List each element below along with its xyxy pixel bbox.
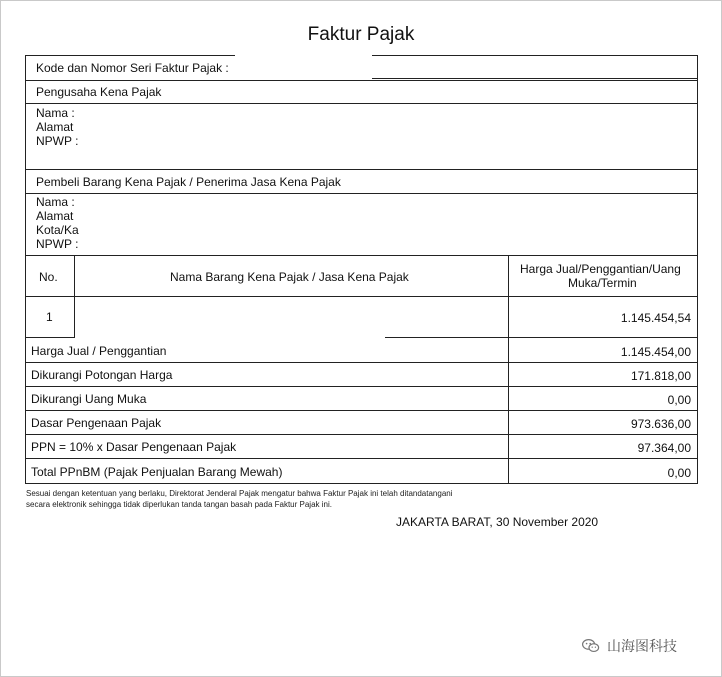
col-price-header-line2: Muka/Termin — [568, 276, 637, 290]
serial-top-line-left — [25, 55, 235, 56]
serial-underline — [372, 78, 698, 79]
total-value-harga-jual: 1.145.454,00 — [620, 345, 691, 359]
total-value-ppn: 97.364,00 — [637, 441, 691, 455]
watermark — [581, 636, 677, 656]
serial-top-line-right — [372, 55, 698, 56]
totals-line-5 — [25, 458, 698, 459]
total-label-uang-muka: Dikurangi Uang Muka — [31, 392, 147, 406]
signature-note-line2: secara elektronik sehingga tidak diperlukan tanda tangan basah pada Faktur Pajak ini. — [26, 500, 332, 509]
buyer-npwp-label: NPWP : — [36, 237, 79, 251]
seller-details-box — [25, 103, 698, 170]
totals-line-3 — [25, 410, 698, 411]
buyer-address-label: Alamat — [36, 209, 74, 223]
total-value-uang-muka: 0,00 — [667, 393, 691, 407]
total-value-ppnbm: 0,00 — [667, 466, 691, 480]
totals-line-4 — [25, 434, 698, 435]
total-value-dpp: 973.636,00 — [630, 417, 691, 431]
item-row-no: 1 — [46, 310, 53, 324]
totals-value-divider — [508, 338, 509, 484]
total-label-ppn: PPN = 10% x Dasar Pengenaan Pajak — [31, 440, 237, 454]
col-name-header: Nama Barang Kena Pajak / Jasa Kena Pajak — [170, 270, 409, 284]
watermark-text: 山海图科技 — [607, 638, 677, 654]
seller-section-label: Pengusaha Kena Pajak — [36, 85, 162, 99]
seller-address-label: Alamat — [36, 120, 74, 134]
seller-npwp-label: NPWP : — [36, 134, 79, 148]
buyer-section-label: Pembeli Barang Kena Pajak / Penerima Jasa Kena Pajak — [36, 175, 341, 189]
signature-note-line1: Sesuai dengan ketentuan yang berlaku, Direktorat Jenderal Pajak mengatur bahwa Faktur Pajak ini telah ditandatangani — [26, 489, 453, 498]
total-label-dpp: Dasar Pengenaan Pajak — [31, 416, 162, 430]
col-no-header: No. — [39, 270, 58, 284]
document-title: Faktur Pajak — [307, 24, 415, 45]
buyer-details-box — [25, 193, 698, 256]
seller-name-label: Nama : — [36, 106, 75, 120]
buyer-city-label: Kota/Ka — [36, 223, 79, 237]
col-price-header-line1: Harga Jual/Penggantian/Uang — [520, 262, 681, 276]
totals-box — [25, 338, 698, 484]
total-value-potongan: 171.818,00 — [630, 369, 691, 383]
totals-line-1 — [25, 362, 698, 363]
item-row-price: 1.145.454,54 — [620, 311, 691, 325]
wechat-icon — [581, 638, 601, 654]
total-label-ppnbm: Total PPnBM (Pajak Penjualan Barang Mewah) — [31, 465, 283, 479]
items-header-top — [25, 255, 698, 256]
serial-label: Kode dan Nomor Seri Faktur Pajak : — [36, 61, 229, 75]
items-header-bottom — [25, 296, 698, 297]
total-label-harga-jual: Harga Jual / Penggantian — [31, 344, 167, 358]
totals-line-2 — [25, 386, 698, 387]
place-date: JAKARTA BARAT, 30 November 2020 — [396, 515, 599, 529]
total-label-potongan: Dikurangi Potongan Harga — [31, 368, 173, 382]
buyer-name-label: Nama : — [36, 195, 75, 209]
